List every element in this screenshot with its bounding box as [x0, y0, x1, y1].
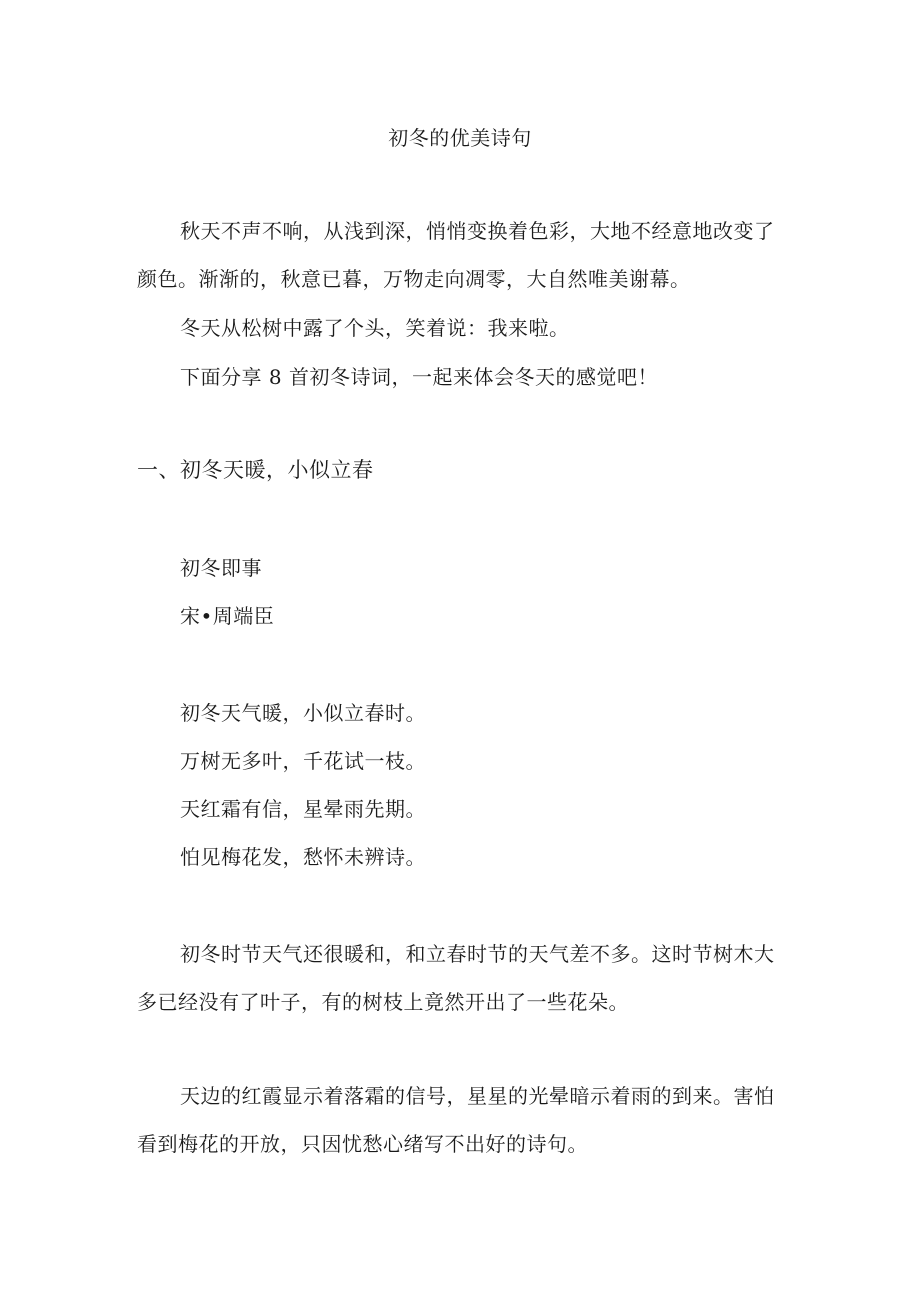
explanation-1-line-2: 多已经没有了叶子，有的树枝上竟然开出了一些花朵。	[137, 990, 629, 1014]
explanation-2-line-2: 看到梅花的开放，只因忧愁心绪写不出好的诗句。	[137, 1132, 588, 1156]
poem-line-2: 万树无多叶，千花试一枝。	[180, 749, 426, 773]
poem-title: 初冬即事	[180, 556, 262, 580]
explanation-2-line-1: 天边的红霞显示着落霜的信号，星星的光晕暗示着雨的到来。害怕	[180, 1084, 775, 1108]
intro-paragraph-2: 冬天从松树中露了个头，笑着说：我来啦。	[180, 316, 570, 340]
intro-paragraph-1-line-1: 秋天不声不响，从浅到深，悄悄变换着色彩，大地不经意地改变了	[180, 219, 775, 243]
poem-line-3: 天红霜有信，星晕雨先期。	[180, 797, 426, 821]
poem-line-4: 怕见梅花发，愁怀未辨诗。	[180, 845, 426, 869]
poem-author: 宋•周端臣	[180, 604, 275, 628]
page-title: 初冬的优美诗句	[388, 126, 532, 150]
explanation-1-line-1: 初冬时节天气还很暖和，和立春时节的天气差不多。这时节树木大	[180, 942, 775, 966]
section-heading: 一、初冬天暖，小似立春	[137, 458, 374, 482]
poem-line-1: 初冬天气暖，小似立春时。	[180, 701, 426, 725]
intro-paragraph-1-line-2: 颜色。渐渐的，秋意已暮，万物走向凋零，大自然唯美谢幕。	[137, 267, 691, 291]
intro-paragraph-3: 下面分享 8 首初冬诗词，一起来体会冬天的感觉吧！	[180, 365, 658, 389]
